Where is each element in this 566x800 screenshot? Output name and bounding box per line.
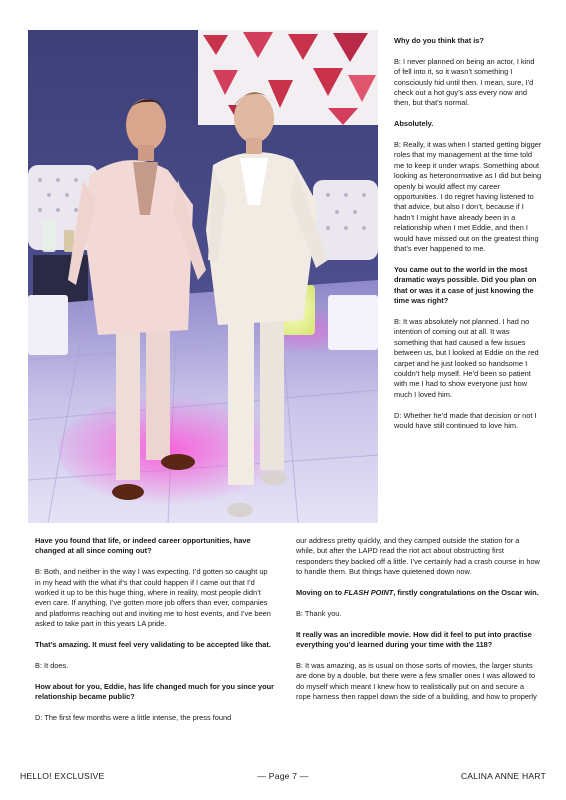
interview-answer: B: It does.: [35, 660, 69, 670]
article-column-right-top: [394, 36, 542, 442]
article-column-bottom-left: [35, 536, 275, 734]
interview-question: How about for you, Eddie, has life changed much for you since your relationship became public?: [35, 681, 274, 702]
footer-author: CALINA ANNE HART: [460, 771, 546, 781]
interview-answer: B: Both, and neither in the way I was expecting. I’d gotten so caught up in my head with the what if’s that could happen if I came out that I’d worked it up to be this huge thing, where in reality, most people didn’t even care. If anything, I’ve gotten more job offers than ever, companies and platforms reaching out and inviting me to host events, and I’ve been asked to take part in this years LA pride.: [35, 567, 271, 629]
interview-answer: B: Thank you.: [296, 608, 342, 618]
page-footer: [20, 771, 546, 785]
interview-question: You came out to the world in the most dramatic ways possible. Did you plan on that or was it a case of just knowing the time was right?: [394, 264, 537, 306]
interview-question: It really was an incredible movie. How did it feel to put into practise everything you’d learned during your time with the 118?: [296, 629, 532, 650]
footer-page-number: — Page 7 —: [257, 771, 309, 781]
interview-question: That’s amazing. It must feel very validating to be accepted like that.: [35, 640, 271, 650]
interview-answer: B: It was amazing, as is usual on those sorts of movies, the larger stunts are done by a double, but there were a few smaller ones I was allowed to do myself which meant I knew how to realistically put on and secure a rope harness then rappel down the side of a building, and how to properly: [296, 660, 537, 702]
interview-question: Absolutely.: [394, 119, 434, 129]
article-photo: [28, 30, 378, 523]
footer-publication: HELLO! EXCLUSIVE: [20, 771, 105, 781]
interview-answer: B: I never planned on being an actor, I kind of fell into it, so it wasn’t something I consciously hid until then. I mean, sure, I’d check out a hot guy’s ass every now and then, but that’s normal.: [394, 56, 535, 108]
interview-answer: our address pretty quickly, and they camped outside the station for a while, but after the LAPD read the riot act about obstructing first responders they backed off a little. I’ve certainly had a crash course in how to handle them. But things have quietened down now.: [296, 536, 540, 577]
interview-answer: D: Whether he’d made that decision or not I would have still continued to love him.: [394, 410, 537, 430]
interview-question: Moving on to FLASH POINT, firstly congratulations on the Oscar win.: [296, 588, 539, 598]
article-column-bottom-right: [296, 536, 540, 713]
interview-answer: B: It was absolutely not planned. I had no intention of coming out at all. It was something that had caused a few issues between us, but I looked at Eddie on the red carpet and he just looked so handsome I couldn’t help myself. He’d been so patient with me I had to show everyone just how much I loved him.: [394, 316, 539, 399]
interview-answer: D: The first few months were a little intense, the press found: [35, 712, 232, 722]
interview-answer: B: Really, it was when I started getting bigger roles that my management at the time told me to keep it under wraps. Something about looking as heteronormative as I did but being openly bi would affect my career opportunities. I do regret having listened to that advice, but also I don’t, because if I hadn’t I might have already been in a relationship when I met Eddie, and then I would have missed out on the greatest thing that’s ever happened to me.: [394, 140, 542, 254]
interview-question: Why do you think that is?: [394, 36, 484, 45]
interview-question: Have you found that life, or indeed career opportunities, have changed at all since coming out?: [35, 536, 251, 556]
